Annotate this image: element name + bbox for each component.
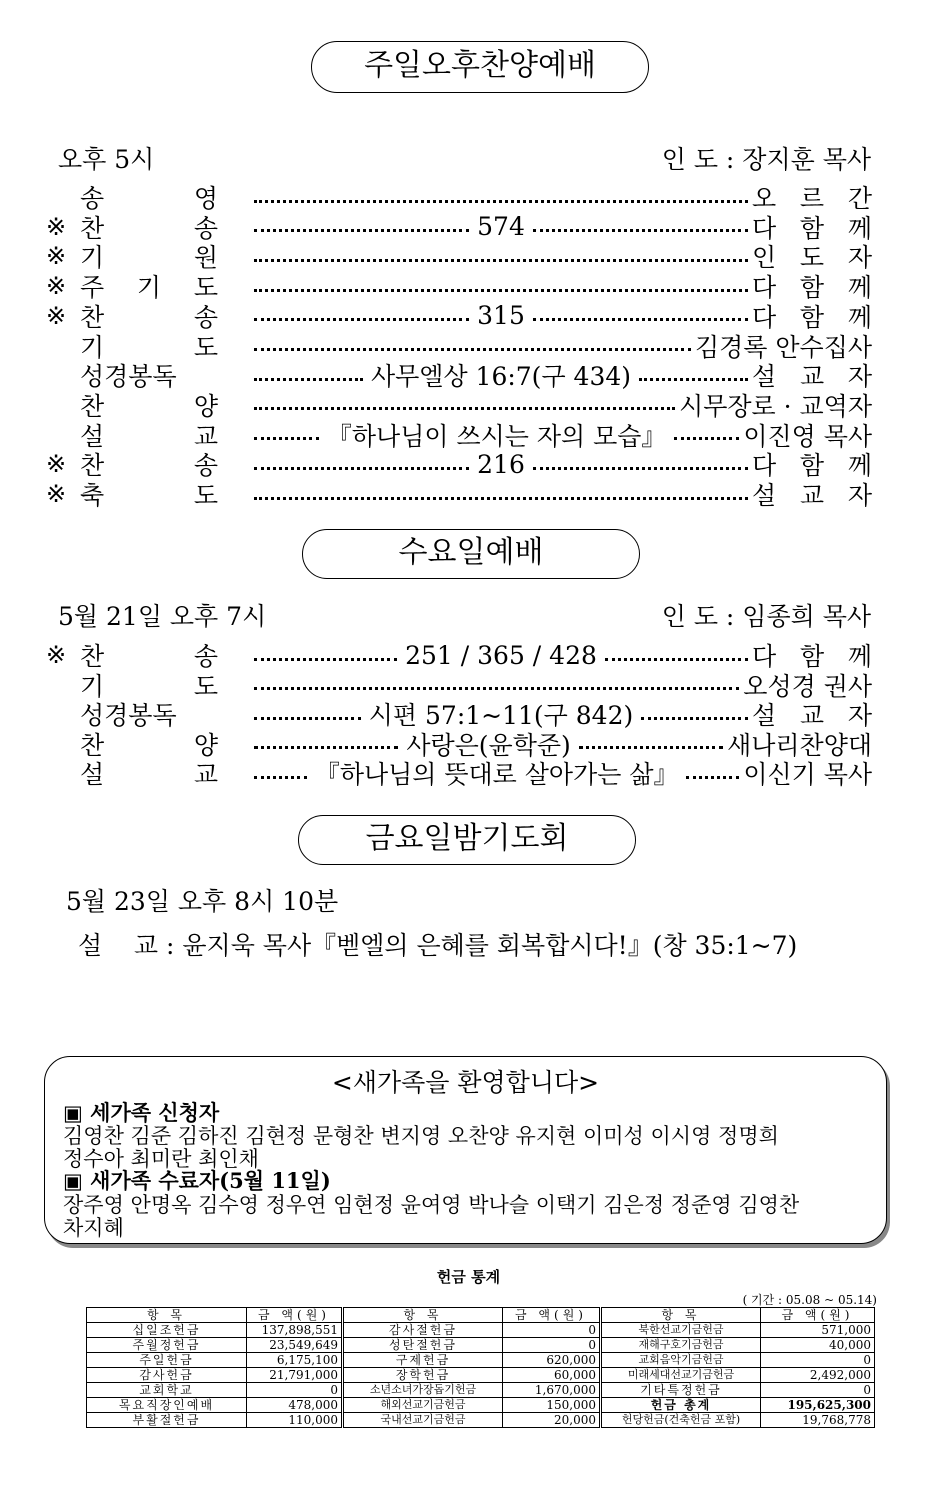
order-person: 김경록 안수집사 xyxy=(695,332,872,362)
offering-title: 헌금 통계 xyxy=(436,1268,501,1286)
friday-sermon: 설 교 : 윤지욱 목사『벧엘의 은혜를 회복합시다!』(창 35:1~7) xyxy=(78,931,798,960)
order-label-char: 도 xyxy=(193,273,218,303)
order-detail: 251 / 365 / 428 xyxy=(405,640,597,670)
order-row xyxy=(46,640,872,670)
order-row xyxy=(46,331,872,361)
leader-dots xyxy=(686,776,739,779)
new-family-box xyxy=(44,1056,887,1244)
offering-amount: 571,000 xyxy=(761,1323,875,1338)
offering-row xyxy=(87,1383,875,1398)
leader-dots xyxy=(254,318,469,321)
leader-dots xyxy=(254,289,748,292)
order-label-char: 설 xyxy=(80,760,105,789)
sunday-service-title: 주일오후찬양예배 xyxy=(311,41,649,93)
offering-amount: 21,791,000 xyxy=(247,1368,343,1383)
offering-item: 교회음악기금헌금 xyxy=(601,1353,761,1368)
order-label-char: 교 xyxy=(193,421,218,451)
order-person-char: 다 xyxy=(752,642,777,671)
order-label xyxy=(80,476,218,512)
order-person-char: 자 xyxy=(847,701,872,730)
offering-item: 부활절헌금 xyxy=(87,1413,247,1428)
reference-mark: ※ xyxy=(46,301,67,330)
order-row xyxy=(46,271,872,301)
order-detail: 『하나님이 쓰시는 자의 모습』 xyxy=(326,421,667,451)
order-label-char: 기 xyxy=(80,243,105,273)
offering-period: ( 기간 : 05.08 ~ 05.14) xyxy=(742,1293,877,1307)
applicants-line-2: 정수아 최미란 최인채 xyxy=(63,1147,259,1171)
order-person-char: 께 xyxy=(847,642,873,671)
order-label-char: 원 xyxy=(193,243,218,273)
offering-amount: 110,000 xyxy=(247,1413,343,1428)
order-person-char: 께 xyxy=(847,273,872,303)
order-label-char: 송 xyxy=(193,451,218,481)
order-label-char: 양 xyxy=(193,730,218,760)
offering-amount: 0 xyxy=(761,1353,875,1368)
order-person: 이진영 목사 xyxy=(743,421,873,451)
order-detail: 사무엘상 16:7(구 434) xyxy=(371,362,632,392)
sunday-time: 오후 5시 xyxy=(58,145,155,174)
order-row xyxy=(46,699,872,729)
header-amount: 금 액(원) xyxy=(247,1308,343,1323)
order-detail: 사랑은(윤학준) xyxy=(406,730,571,760)
order-person-char: 교 xyxy=(799,362,825,392)
offering-amount: 137,898,551 xyxy=(247,1323,343,1338)
offering-amount: 150,000 xyxy=(503,1398,601,1413)
reference-mark: ※ xyxy=(46,212,67,241)
order-person-char: 께 xyxy=(847,302,872,332)
offering-amount: 0 xyxy=(761,1383,875,1398)
leader-dots xyxy=(254,259,748,262)
order-person: 이신기 목사 xyxy=(743,760,873,789)
offering-item: 북한선교기금헌금 xyxy=(601,1323,761,1338)
offering-item: 주월정헌금 xyxy=(87,1338,247,1353)
leader-dots xyxy=(579,746,723,749)
leader-dots xyxy=(254,437,319,440)
order-person-char: 자 xyxy=(847,481,872,510)
order-person-char: 다 xyxy=(752,451,777,481)
new-family-title: <새가족을 환영합니다> xyxy=(331,1068,600,1097)
offering-item: 헌당헌금(건축헌금 포함) xyxy=(601,1413,761,1428)
offering-item: 국내선교기금헌금 xyxy=(343,1413,503,1428)
wednesday-time: 5월 21일 오후 7시 xyxy=(58,602,267,631)
order-person-char: 함 xyxy=(799,213,825,243)
offering-amount: 195,625,300 xyxy=(761,1398,875,1413)
reference-mark: ※ xyxy=(46,242,67,271)
order-person-char: 께 xyxy=(847,451,872,481)
order-person: 새나리찬양대 xyxy=(727,730,873,760)
leader-dots xyxy=(533,467,748,470)
order-label-char: 도 xyxy=(193,671,218,701)
order-row xyxy=(46,449,872,479)
order-person-char: 께 xyxy=(847,213,872,243)
order-person-char: 함 xyxy=(799,642,825,671)
order-label-char: 교 xyxy=(193,760,218,789)
reference-mark: ※ xyxy=(46,480,67,508)
leader-dots xyxy=(254,658,397,661)
applicants-line-1: 김영찬 김준 김하진 김현정 문형찬 변지영 오찬양 유지현 이미성 이시영 정명희 xyxy=(63,1124,779,1148)
offering-item: 십일조헌금 xyxy=(87,1323,247,1338)
offering-row xyxy=(87,1353,875,1368)
offering-item: 구제헌금 xyxy=(343,1353,503,1368)
leader-dots xyxy=(533,229,748,232)
order-person-char: 설 xyxy=(752,362,777,392)
order-row xyxy=(46,182,872,212)
header-item: 항 목 xyxy=(87,1308,247,1323)
order-person-char: 함 xyxy=(799,302,825,332)
order-row xyxy=(46,420,872,450)
order-label-char: 설 xyxy=(80,421,105,451)
order-row xyxy=(46,758,872,788)
order-label-char: 도 xyxy=(193,332,218,362)
graduates-line-2: 차지혜 xyxy=(63,1216,124,1240)
order-label-char: 성경봉독 xyxy=(80,362,177,392)
order-detail: 『하나님의 뜻대로 살아가는 삶』 xyxy=(314,760,679,789)
leader-dots xyxy=(254,746,398,749)
order-detail: 315 xyxy=(477,301,525,331)
offering-row xyxy=(87,1338,875,1353)
header-item: 항 목 xyxy=(601,1308,761,1323)
leader-dots xyxy=(641,717,748,720)
offering-amount: 0 xyxy=(503,1323,601,1338)
offering-item: 주일헌금 xyxy=(87,1353,247,1368)
order-detail: 시편 57:1~11(구 842) xyxy=(368,701,634,730)
order-person-char: 르 xyxy=(799,184,825,213)
order-person-char: 다 xyxy=(752,273,777,303)
order-person-char: 오 xyxy=(752,184,777,213)
order-person xyxy=(752,476,872,512)
order-label-char: 성경봉독 xyxy=(80,701,177,730)
leader-dots xyxy=(254,229,469,232)
header-amount: 금 액(원) xyxy=(761,1308,875,1323)
reference-mark: ※ xyxy=(46,450,67,479)
offering-row xyxy=(87,1413,875,1428)
order-label-char: 찬 xyxy=(80,391,105,421)
order-person: 시무장로 · 교역자 xyxy=(679,391,872,421)
offering-table xyxy=(86,1307,875,1428)
offering-row xyxy=(87,1398,875,1413)
friday-time: 5월 23일 오후 8시 10분 xyxy=(66,887,339,916)
order-label xyxy=(80,755,218,791)
reference-mark: ※ xyxy=(46,641,67,669)
order-label-char: 송 xyxy=(193,642,218,671)
order-person-char: 함 xyxy=(799,273,825,303)
order-person-char: 설 xyxy=(752,481,777,510)
offering-item: 미래세대선교기금헌금 xyxy=(601,1368,761,1383)
leader-dots xyxy=(254,467,469,470)
order-label-char: 주 xyxy=(80,273,105,303)
order-person-char: 인 xyxy=(752,243,777,273)
order-row xyxy=(46,479,872,509)
order-person-char: 자 xyxy=(847,362,873,392)
wednesday-leader: 인 도 : 임종희 목사 xyxy=(661,602,871,631)
reference-mark: ※ xyxy=(46,272,67,301)
offering-amount: 2,492,000 xyxy=(761,1368,875,1383)
order-person: 오성경 권사 xyxy=(743,671,872,701)
order-row xyxy=(46,360,872,390)
offering-amount: 20,000 xyxy=(503,1413,601,1428)
offering-amount: 620,000 xyxy=(503,1353,601,1368)
offering-item: 성탄절헌금 xyxy=(343,1338,503,1353)
applicants-heading: ▣ 세가족 신청자 xyxy=(63,1100,220,1125)
order-row xyxy=(46,212,872,242)
offering-row xyxy=(87,1368,875,1383)
offering-item: 목요직장인예배 xyxy=(87,1398,247,1413)
order-row xyxy=(46,670,872,700)
leader-dots xyxy=(254,407,675,410)
order-label-char: 찬 xyxy=(80,730,105,760)
offering-item: 감사헌금 xyxy=(87,1368,247,1383)
leader-dots xyxy=(254,776,307,779)
offering-amount: 6,175,100 xyxy=(247,1353,343,1368)
offering-amount: 1,670,000 xyxy=(503,1383,601,1398)
order-person-char: 교 xyxy=(799,701,825,730)
order-row xyxy=(46,241,872,271)
offering-item: 기타특정헌금 xyxy=(601,1383,761,1398)
header-amount: 금 액(원) xyxy=(503,1308,601,1323)
offering-row xyxy=(87,1323,875,1338)
leader-dots xyxy=(254,497,748,500)
leader-dots xyxy=(254,687,739,690)
order-label-char: 양 xyxy=(193,391,218,421)
offering-item: 재해구호기금헌금 xyxy=(601,1338,761,1353)
offering-item: 감사절헌금 xyxy=(343,1323,503,1338)
order-person-char: 간 xyxy=(847,184,872,213)
order-label-char: 송 xyxy=(80,184,105,213)
offering-item: 헌금 총계 xyxy=(601,1398,761,1413)
order-label-char: 기 xyxy=(80,332,105,362)
order-label-char: 송 xyxy=(193,213,218,243)
friday-service-title: 금요일밤기도회 xyxy=(298,815,636,865)
graduates-heading: ▣ 새가족 수료자(5월 11일) xyxy=(63,1168,331,1193)
sunday-leader: 인 도 : 장지훈 목사 xyxy=(661,145,871,174)
offering-table-header xyxy=(87,1308,875,1323)
order-person-char: 자 xyxy=(847,243,872,273)
order-row xyxy=(46,729,872,759)
order-label-char: 찬 xyxy=(80,451,105,481)
header-item: 항 목 xyxy=(343,1308,503,1323)
order-person-char: 설 xyxy=(752,701,777,730)
leader-dots xyxy=(254,378,363,381)
order-person-char: 함 xyxy=(799,451,825,481)
order-label-char: 축 xyxy=(80,481,105,510)
offering-item: 교회학교 xyxy=(87,1383,247,1398)
leader-dots xyxy=(533,318,748,321)
order-row xyxy=(46,301,872,331)
leader-dots xyxy=(639,378,748,381)
leader-dots xyxy=(254,717,361,720)
offering-amount: 19,768,778 xyxy=(761,1413,875,1428)
leader-dots xyxy=(254,348,691,351)
order-label-char: 기 xyxy=(136,273,162,303)
order-person-char: 교 xyxy=(799,481,825,510)
order-label-char: 영 xyxy=(193,184,218,213)
offering-amount: 478,000 xyxy=(247,1398,343,1413)
offering-amount: 60,000 xyxy=(503,1368,601,1383)
leader-dots xyxy=(254,200,748,203)
order-label-char: 찬 xyxy=(80,213,105,243)
order-person-char: 다 xyxy=(752,302,777,332)
order-label-char: 도 xyxy=(193,481,218,510)
offering-item: 장학헌금 xyxy=(343,1368,503,1383)
offering-item: 소년소녀가장돕기헌금 xyxy=(343,1383,503,1398)
order-label-char: 찬 xyxy=(80,642,105,671)
offering-amount: 40,000 xyxy=(761,1338,875,1353)
order-person-char: 다 xyxy=(752,213,777,243)
order-detail: 216 xyxy=(477,449,525,479)
leader-dots xyxy=(674,437,739,440)
offering-amount: 0 xyxy=(503,1338,601,1353)
graduates-line-1: 장주영 안명옥 김수영 정우연 임현정 윤여영 박나슬 이택기 김은정 정준영 김영찬 xyxy=(63,1193,800,1217)
offering-amount: 23,549,649 xyxy=(247,1338,343,1353)
order-detail: 574 xyxy=(477,212,525,242)
order-person-char: 도 xyxy=(799,243,825,273)
order-label-char: 찬 xyxy=(80,302,105,332)
order-row xyxy=(46,390,872,420)
offering-amount: 0 xyxy=(247,1383,343,1398)
offering-item: 해외선교기금헌금 xyxy=(343,1398,503,1413)
order-label-char: 기 xyxy=(80,671,105,701)
wednesday-service-title: 수요일예배 xyxy=(302,529,640,579)
leader-dots xyxy=(605,658,748,661)
order-label-char: 송 xyxy=(193,302,218,332)
